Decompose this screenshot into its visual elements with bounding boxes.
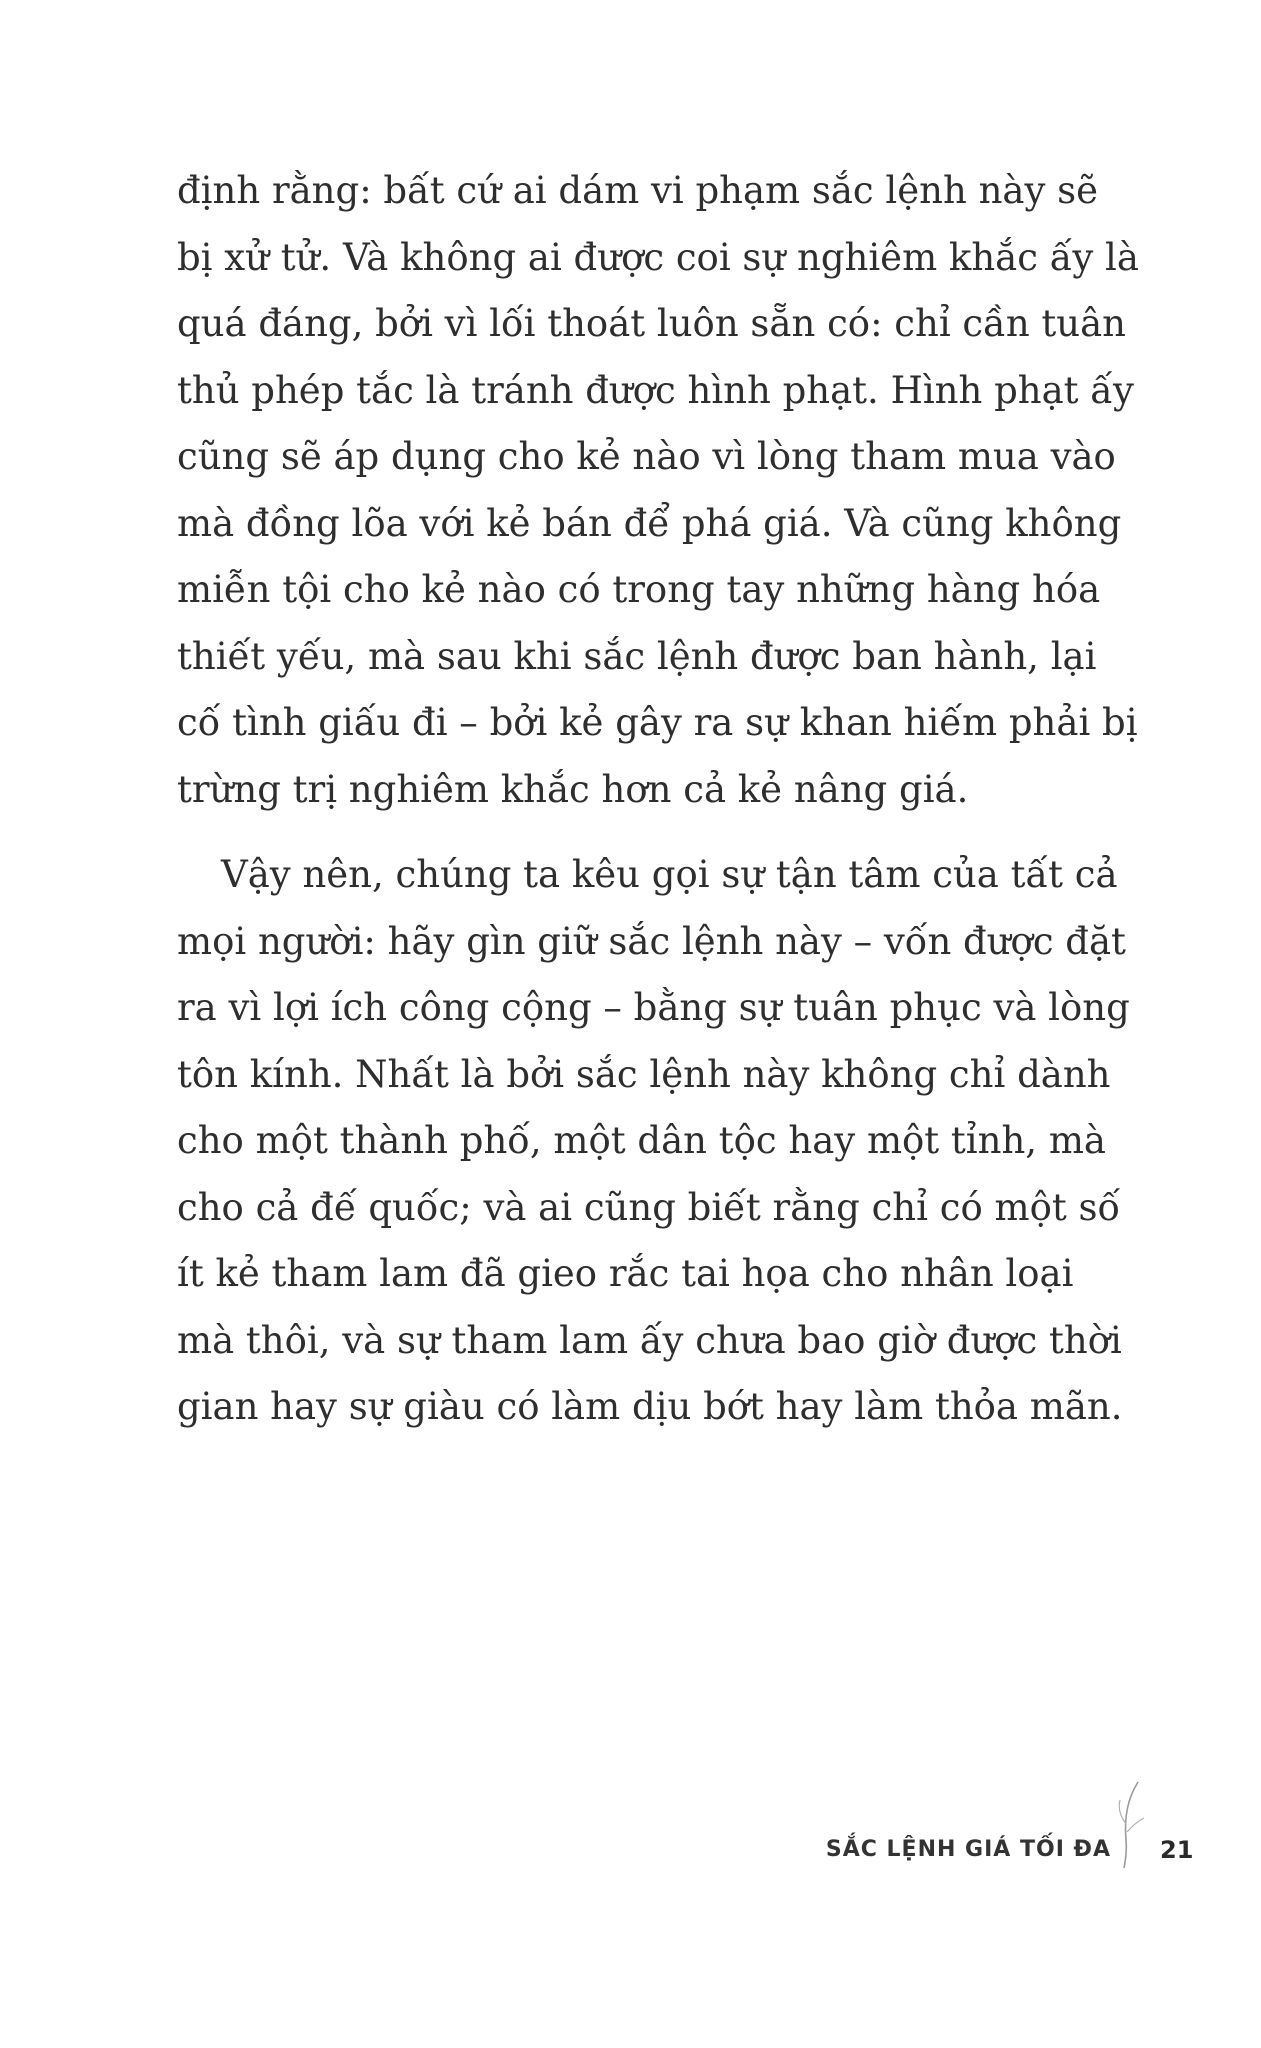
text-line: cố tình giấu đi – bởi kẻ gây ra sự khan hiếm phải bị [177,701,1138,744]
text-line: thủ phép tắc là tránh được hình phạt. Hình phạt ấy [177,368,1134,412]
paragraph-2 [177,842,1130,1441]
running-head: SẮC LỆNH GIÁ TỐI ĐA [825,1837,1111,1862]
text-line: tôn kính. Nhất là bởi sắc lệnh này không chỉ dành [177,1052,1111,1096]
text-line: ít kẻ tham lam đã gieo rắc tai họa cho nhân loại [177,1252,1074,1295]
text-line: ra vì lợi ích công cộng – bằng sự tuân phục và lòng [177,986,1130,1029]
text-line: cho cả đế quốc; và ai cũng biết rằng chỉ có một số [177,1185,1121,1229]
page-number: 21 [1160,1836,1194,1864]
body-text [177,158,1139,1441]
text-line: cho một thành phố, một dân tộc hay một tỉnh, mà [177,1119,1106,1162]
text-line: mà đồng lõa với kẻ bán để phá giá. Và cũng không [177,501,1122,545]
leaf-sprig-icon [1118,1780,1146,1870]
paragraph-1 [177,158,1139,823]
text-line: quá đáng, bởi vì lối thoát luôn sẵn có: chỉ cần tuân [177,302,1127,345]
paragraph-gap [177,823,1112,842]
text-line: gian hay sự giàu có làm dịu bớt hay làm thỏa mãn. [177,1385,1123,1428]
text-line: mọi người: hãy gìn giữ sắc lệnh này – vốn được đặt [177,919,1126,963]
text-line: cũng sẽ áp dụng cho kẻ nào vì lòng tham mua vào [177,435,1116,478]
text-line: bị xử tử. Và không ai được coi sự nghiêm khắc ấy là [177,235,1139,279]
text-line: thiết yếu, mà sau khi sắc lệnh được ban hành, lại [177,634,1097,678]
text-line: miễn tội cho kẻ nào có trong tay những hàng hóa [177,568,1101,611]
text-line: định rằng: bất cứ ai dám vi phạm sắc lệnh này sẽ [177,169,1099,212]
text-line: trừng trị nghiêm khắc hơn cả kẻ nâng giá. [177,767,969,811]
text-line: mà thôi, và sự tham lam ấy chưa bao giờ được thời [177,1318,1122,1362]
page-footer [0,1820,1261,1880]
text-line: Vậy nên, chúng ta kêu gọi sự tận tâm của tất cả [221,853,1118,896]
